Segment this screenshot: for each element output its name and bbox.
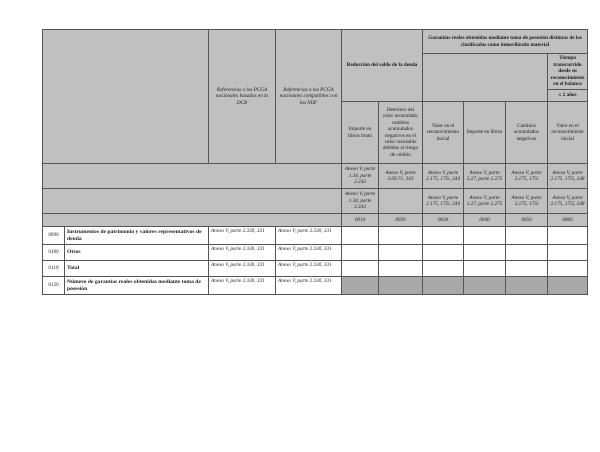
ref-b-0040: Anexo V, parte 1.27, parte 2.275 xyxy=(464,189,506,214)
row-ref-ndch: Anexo V, parte 2.330, 331 xyxy=(209,245,276,261)
cell-input[interactable] xyxy=(342,261,379,277)
cell-input[interactable] xyxy=(342,227,379,245)
row-label: Número de garantías reales obtenidas mediante toma de posesión xyxy=(65,277,209,295)
col-deterioro: Deterioro del valor acumulado, cambios acumulados negativos en el valor razonable debidos al riesgo de crédito xyxy=(379,102,423,164)
code-0020: 0020 xyxy=(379,214,423,227)
ref-a-0020: Anexo V, parte 2.69.71, 343 xyxy=(379,164,423,189)
row-label: Otros xyxy=(65,245,209,261)
col-importe-bruto-2: Importe en libros xyxy=(464,102,506,164)
cell-input[interactable] xyxy=(423,261,464,277)
cell-input[interactable] xyxy=(423,227,464,245)
cell-disabled xyxy=(423,277,464,295)
ref-b-0020 xyxy=(379,189,423,214)
cell-input[interactable] xyxy=(464,227,506,245)
code-0030: 0030 xyxy=(423,214,464,227)
ref-a-0010: Anexo V, parte 1.34, parte 2.343 xyxy=(342,164,379,189)
header-le2: ≤ 2 años xyxy=(548,90,588,102)
row-ref-niif: Anexo V, parte 2.330, 331 xyxy=(276,245,342,261)
row-id: 0120 xyxy=(43,277,65,295)
row-ref-niif: Anexo V, parte 2.330, 331 xyxy=(276,227,342,245)
ref-b-0060: Anexo V, parte 2.175, 175i, 348 xyxy=(548,189,588,214)
cell-disabled xyxy=(506,277,548,295)
table-row xyxy=(43,227,588,245)
ref-a-0060: Anexo V, parte 2.175, 175i, 348 xyxy=(548,164,588,189)
row-label: Total xyxy=(65,261,209,277)
code-0010: 0010 xyxy=(342,214,379,227)
header-reduction: Reducción del saldo de la deuda xyxy=(342,30,423,102)
cell-input[interactable] xyxy=(379,261,423,277)
codes-blank xyxy=(43,214,342,227)
guarantees-table xyxy=(42,29,588,295)
cell-disabled xyxy=(464,277,506,295)
row-id: 0090 xyxy=(43,227,65,245)
row-id: 0110 xyxy=(43,261,65,277)
row-label: Instrumentos de patrimonio y valores representativos de deuda xyxy=(65,227,209,245)
cell-input[interactable] xyxy=(379,227,423,245)
header-ref-niif: Referencias a los PCGA nacionales compatibles con las NIIF xyxy=(276,30,342,164)
cell-input[interactable] xyxy=(464,261,506,277)
corner-cell xyxy=(43,30,209,164)
cell-input[interactable] xyxy=(548,227,588,245)
header-blank-guarantees xyxy=(423,54,548,102)
cell-input[interactable] xyxy=(548,261,588,277)
header-guarantees: Garantías reales obtenidas mediante toma de posesión distintas de las clasificadas como inmovilizado material xyxy=(423,30,588,54)
refs-b-blank xyxy=(43,189,342,214)
ref-b-0030: Anexo V, parte 2.175, 175i, 344 xyxy=(423,189,464,214)
code-0040: 0040 xyxy=(464,214,506,227)
ref-a-0050: Anexo V, parte 2.175, 175i xyxy=(506,164,548,189)
table-row xyxy=(43,245,588,261)
cell-input[interactable] xyxy=(548,245,588,261)
col-cambios: Cambios acumulados negativos xyxy=(506,102,548,164)
col-valor-recon: Valor en el reconocimiento inicial xyxy=(423,102,464,164)
cell-disabled xyxy=(379,277,423,295)
cell-input[interactable] xyxy=(506,245,548,261)
ref-a-0040: Anexo V, parte 2.27, parte 2.275 xyxy=(464,164,506,189)
cell-input[interactable] xyxy=(342,245,379,261)
code-0060: 0060 xyxy=(548,214,588,227)
cell-input[interactable] xyxy=(423,245,464,261)
ref-b-0010: Anexo V, parte 1.34, parte 2.343 xyxy=(342,189,379,214)
code-0050: 0050 xyxy=(506,214,548,227)
table-row xyxy=(43,261,588,277)
table-row xyxy=(43,277,588,295)
refs-a-blank xyxy=(43,164,342,189)
row-id: 0100 xyxy=(43,245,65,261)
cell-input[interactable] xyxy=(506,261,548,277)
ref-a-0030: Anexo V, parte 2.175, 175i, 344 xyxy=(423,164,464,189)
cell-disabled xyxy=(548,277,588,295)
row-ref-ndch: Anexo V, parte 2.330, 331 xyxy=(209,277,276,295)
row-ref-niif: Anexo V, parte 2.330, 331 xyxy=(276,277,342,295)
header-ref-ndch: Referencias a los PCGA nacionales basadas en la DCB xyxy=(209,30,276,164)
row-ref-ndch: Anexo V, parte 2.330, 331 xyxy=(209,261,276,277)
row-ref-ndch: Anexo V, parte 2.330, 331 xyxy=(209,227,276,245)
cell-input[interactable] xyxy=(506,227,548,245)
col-importe-bruto: Importe en libros bruto xyxy=(342,102,379,164)
cell-disabled xyxy=(342,277,379,295)
row-ref-niif: Anexo V, parte 2.330, 331 xyxy=(276,261,342,277)
header-time-since: Tiempo transcurrido desde su reconocimiento en el balance xyxy=(548,54,588,90)
col-valor-recon-2: Valor en el reconocimiento inicial xyxy=(548,102,588,164)
cell-input[interactable] xyxy=(379,245,423,261)
cell-input[interactable] xyxy=(464,245,506,261)
ref-b-0050: Anexo V, parte 2.175, 175i xyxy=(506,189,548,214)
